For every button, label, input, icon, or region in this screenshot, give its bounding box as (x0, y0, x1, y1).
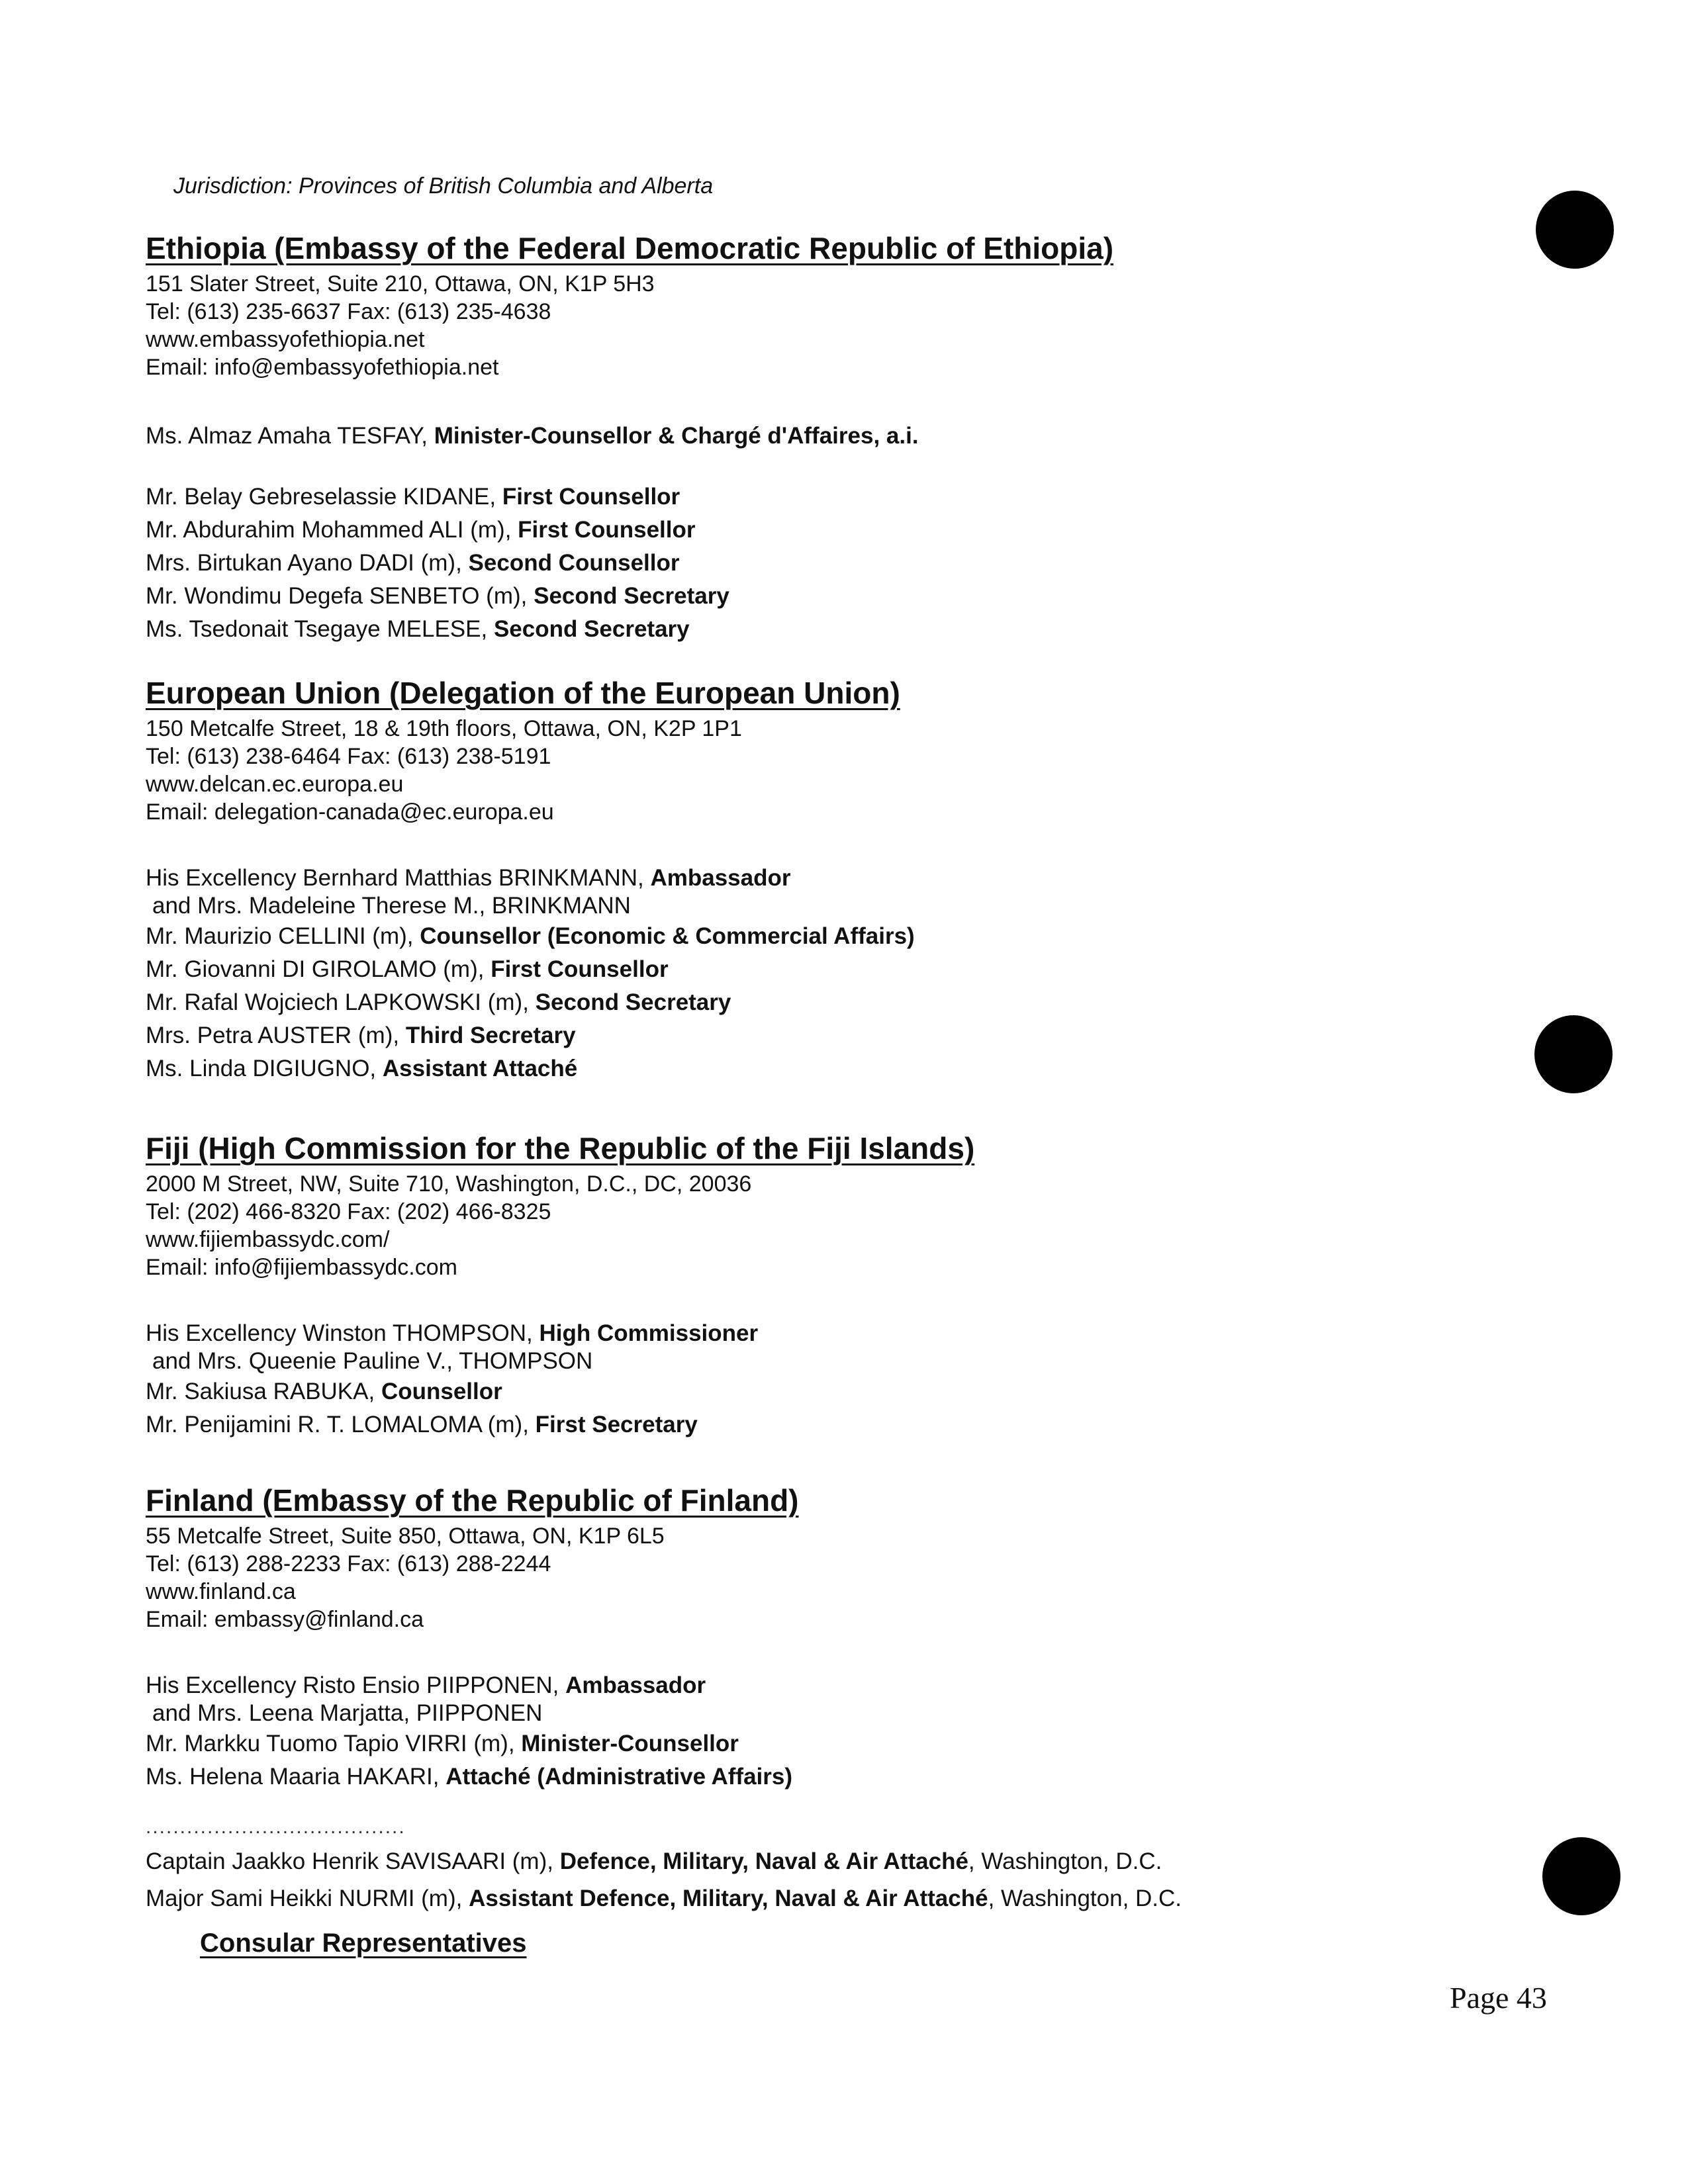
entry-address: 2000 M Street, NW, Suite 710, Washington, D.C., DC, 20036 (146, 1171, 752, 1197)
staff-role: Assistant Attaché (382, 1056, 578, 1081)
consular-heading: Consular Representatives (200, 1929, 527, 1958)
punch-hole-top (1536, 191, 1614, 269)
staff-role: Second Counsellor (468, 550, 680, 576)
staff-name: Mr. Penijamini R. T. LOMALOMA (m), (146, 1412, 536, 1437)
entry-ethiopia (146, 230, 1503, 646)
staff-role: Third Secretary (405, 1023, 576, 1048)
staff-name: Mr. Wondimu Degefa SENBETO (m), (146, 583, 534, 609)
staff-location: , Washington, D.C. (988, 1886, 1182, 1911)
staff-row (146, 420, 1503, 453)
entry-phone: Tel: (202) 466-8320 Fax: (202) 466-8325 (146, 1199, 551, 1224)
staff-row (146, 1375, 1503, 1408)
staff-name: His Excellency Bernhard Matthias BRINKMANN, (146, 865, 651, 891)
staff-role: First Counsellor (502, 484, 680, 510)
staff-role: Second Secretary (493, 616, 690, 642)
staff-name: and Mrs. Leena Marjatta, PIIPPONEN (152, 1700, 543, 1726)
staff-row (146, 1672, 1503, 1700)
entry-address: 150 Metcalfe Street, 18 & 19th floors, Ottawa, ON, K2P 1P1 (146, 716, 742, 741)
entry-website: www.fijiembassydc.com/ (146, 1227, 390, 1252)
staff-role: Ambassador (650, 865, 791, 891)
entry-email: Email: info@fijiembassydc.com (146, 1255, 457, 1280)
staff-name: Captain Jaakko Henrik SAVISAARI (m), (146, 1848, 560, 1874)
entry-email: Email: delegation-canada@ec.europa.eu (146, 799, 554, 825)
staff-row (146, 986, 1503, 1019)
staff-row (146, 1880, 1182, 1917)
staff-role: First Counsellor (518, 517, 696, 543)
staff-row (146, 1843, 1182, 1880)
staff-name: Ms. Linda DIGIUGNO, (146, 1056, 383, 1081)
staff-name: Ms. Tsedonait Tsegaye MELESE, (146, 616, 494, 642)
staff-row (146, 1320, 1503, 1347)
staff-role: Ambassador (565, 1672, 706, 1698)
staff-role: First Secretary (535, 1412, 698, 1437)
staff-row (146, 920, 1503, 953)
punch-hole-bottom (1542, 1837, 1620, 1915)
staff-row (146, 1019, 1503, 1052)
entry-heading: European Union (Delegation of the European Union) (146, 676, 900, 710)
staff-row (146, 953, 1503, 986)
staff-row (146, 1347, 1503, 1375)
entry-website: www.finland.ca (146, 1579, 296, 1604)
staff-name: Mr. Markku Tuomo Tapio VIRRI (m), (146, 1731, 522, 1756)
staff-name: His Excellency Winston THOMPSON, (146, 1320, 539, 1346)
staff-role: Defence, Military, Naval & Air Attaché (559, 1848, 968, 1874)
staff-row (146, 1760, 1503, 1794)
staff-row (146, 892, 1503, 920)
staff-name: and Mrs. Madeleine Therese M., BRINKMANN (152, 893, 631, 919)
staff-role: First Counsellor (491, 956, 669, 982)
staff-row (146, 1052, 1503, 1085)
staff-row (146, 613, 1503, 646)
jurisdiction-note: Jurisdiction: Provinces of British Columbia and Alberta (173, 173, 714, 199)
entry-email: Email: info@embassyofethiopia.net (146, 355, 499, 380)
entry-phone: Tel: (613) 235-6637 Fax: (613) 235-4638 (146, 299, 551, 324)
staff-name: Mr. Abdurahim Mohammed ALI (m), (146, 517, 518, 543)
staff-role: Second Secretary (535, 989, 731, 1015)
attache-list (146, 1843, 1182, 1917)
dotted-separator: ...................................... (146, 1816, 406, 1838)
staff-name: Mrs. Petra AUSTER (m), (146, 1023, 406, 1048)
entry-email: Email: embassy@finland.ca (146, 1607, 424, 1632)
staff-name: and Mrs. Queenie Pauline V., THOMPSON (152, 1348, 593, 1374)
staff-name: Mr. Belay Gebreselassie KIDANE, (146, 484, 502, 510)
staff-list (146, 1672, 1503, 1794)
staff-row (146, 1408, 1503, 1441)
staff-role: High Commissioner (539, 1320, 759, 1346)
entry-european-union (146, 675, 1503, 1085)
entry-website: www.embassyofethiopia.net (146, 327, 425, 352)
staff-name: Mr. Giovanni DI GIROLAMO (m), (146, 956, 491, 982)
entry-finland (146, 1482, 1503, 1794)
staff-name: Ms. Almaz Amaha TESFAY, (146, 423, 434, 449)
staff-name: Mr. Maurizio CELLINI (m), (146, 923, 420, 949)
staff-row (146, 1727, 1503, 1760)
staff-location: , Washington, D.C. (968, 1848, 1162, 1874)
staff-role: Second Secretary (534, 583, 729, 609)
punch-hole-middle (1534, 1015, 1613, 1093)
staff-role: Minister-Counsellor & Chargé d'Affaires, a.i. (434, 423, 919, 449)
staff-list (146, 864, 1503, 1085)
staff-name: Mr. Sakiusa RABUKA, (146, 1379, 381, 1404)
staff-row (146, 580, 1503, 613)
staff-row (146, 864, 1503, 892)
staff-role: Counsellor (381, 1379, 502, 1404)
entry-heading: Finland (Embassy of the Republic of Finland) (146, 1483, 799, 1518)
entry-fiji (146, 1130, 1503, 1441)
entry-address: 55 Metcalfe Street, Suite 850, Ottawa, ON, K1P 6L5 (146, 1524, 665, 1549)
entry-heading: Ethiopia (Embassy of the Federal Democratic Republic of Ethiopia) (146, 231, 1114, 265)
staff-name: Mr. Rafal Wojciech LAPKOWSKI (m), (146, 989, 536, 1015)
entry-phone: Tel: (613) 238-6464 Fax: (613) 238-5191 (146, 744, 551, 769)
staff-name: Mrs. Birtukan Ayano DADI (m), (146, 550, 469, 576)
staff-name: Ms. Helena Maaria HAKARI, (146, 1764, 446, 1790)
staff-role: Counsellor (Economic & Commercial Affairs) (420, 923, 915, 949)
staff-list (146, 420, 1503, 646)
staff-row (146, 480, 1503, 514)
entry-phone: Tel: (613) 288-2233 Fax: (613) 288-2244 (146, 1551, 551, 1576)
entry-address: 151 Slater Street, Suite 210, Ottawa, ON, K1P 5H3 (146, 271, 655, 296)
staff-role: Assistant Defence, Military, Naval & Air Attaché (469, 1886, 988, 1911)
staff-row (146, 514, 1503, 547)
entry-heading: Fiji (High Commission for the Republic of the Fiji Islands) (146, 1131, 975, 1165)
staff-list (146, 1320, 1503, 1441)
staff-row (146, 1700, 1503, 1727)
page-number: Page 43 (1450, 1981, 1547, 2015)
staff-role: Attaché (Administrative Affairs) (445, 1764, 793, 1790)
entry-website: www.delcan.ec.europa.eu (146, 772, 404, 797)
staff-name: Major Sami Heikki NURMI (m), (146, 1886, 469, 1911)
staff-name: His Excellency Risto Ensio PIIPPONEN, (146, 1672, 566, 1698)
staff-row (146, 547, 1503, 580)
staff-role: Minister-Counsellor (521, 1731, 739, 1756)
